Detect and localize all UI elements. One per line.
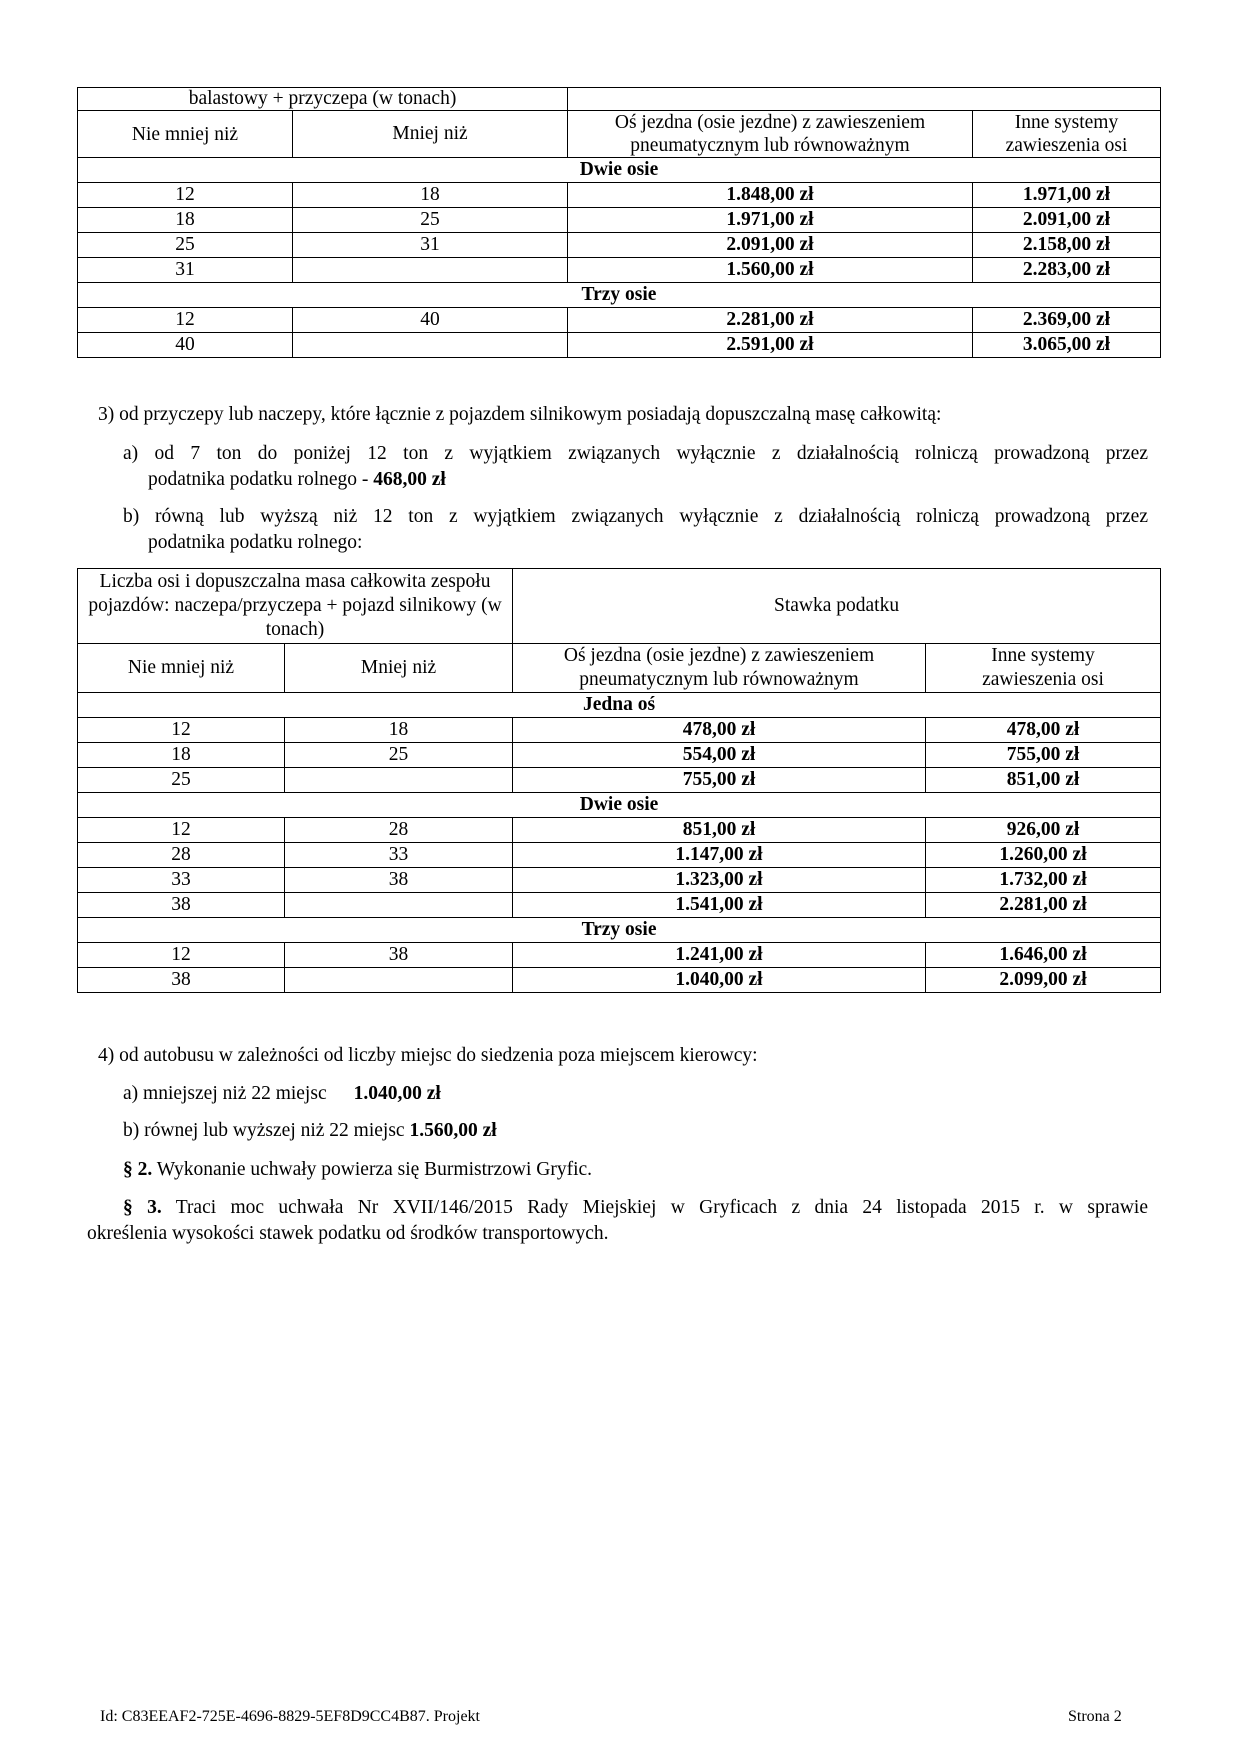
cell-max: [293, 258, 568, 283]
col-max: Mniej niż: [285, 644, 513, 693]
col-max: Mniej niż: [293, 111, 568, 158]
point-4a-amount: 1.040,00 zł: [353, 1083, 441, 1104]
col-min: Nie mniej niż: [78, 644, 285, 693]
section-row: [78, 693, 1161, 718]
cell-min: 38: [78, 968, 285, 993]
col-pneumatic: Oś jezdna (osie jezdne) z zawieszeniem pneumatycznym lub równoważnym: [513, 644, 926, 693]
cell-other: 2.369,00 zł: [973, 308, 1161, 333]
table-header-row: [78, 569, 1161, 644]
cell-other: 2.091,00 zł: [973, 208, 1161, 233]
page-number: Strona 2: [1068, 1708, 1122, 1725]
cell-max: 28: [285, 818, 513, 843]
cell-max: [293, 333, 568, 358]
col-other: Inne systemy zawieszenia osi: [926, 644, 1161, 693]
cell-min: 28: [78, 843, 285, 868]
cell-max: 18: [293, 183, 568, 208]
section-row: [78, 793, 1161, 818]
header-axles-mass: Liczba osi i dopuszczalna masa całkowita zespołu pojazdów: naczepa/przyczepa + pojazd silnikowy (w tonach): [78, 569, 513, 644]
tax-table-trailer: [77, 568, 1161, 993]
point-4a-text: a) mniejszej niż 22 miejsc: [123, 1083, 327, 1104]
cell-other: 2.283,00 zł: [973, 258, 1161, 283]
col-pneumatic: Oś jezdna (osie jezdne) z zawieszeniem pneumatycznym lub równoważnym: [568, 111, 973, 158]
cell-max: 33: [285, 843, 513, 868]
cell-other: 2.158,00 zł: [973, 233, 1161, 258]
table-row: [78, 233, 1161, 258]
cell-max: 38: [285, 943, 513, 968]
cell-other: 926,00 zł: [926, 818, 1161, 843]
section-row: [78, 918, 1161, 943]
cell-other: 755,00 zł: [926, 743, 1161, 768]
cell-min: 12: [78, 718, 285, 743]
cell-min: 38: [78, 893, 285, 918]
cell-pneumatic: 2.091,00 zł: [568, 233, 973, 258]
cell-pneumatic: 1.971,00 zł: [568, 208, 973, 233]
point-4b-amount: 1.560,00 zł: [409, 1120, 497, 1141]
cell-max: 31: [293, 233, 568, 258]
section-row: [78, 158, 1161, 183]
header-tax-rate: Stawka podatku: [513, 569, 1161, 644]
section-title: Trzy osie: [78, 283, 1161, 308]
table-row: [78, 258, 1161, 283]
cell-pneumatic: 2.591,00 zł: [568, 333, 973, 358]
cell-other: 851,00 zł: [926, 768, 1161, 793]
cell-pneumatic: 554,00 zł: [513, 743, 926, 768]
point-4a: [123, 1080, 441, 1107]
cell-min: 18: [78, 208, 293, 233]
point-4b: [123, 1117, 497, 1144]
table-row: [78, 718, 1161, 743]
point-3-intro: 3) od przyczepy lub naczepy, które łącznie z pojazdem silnikowym posiadają dopuszczalną masę całkowitą:: [98, 404, 942, 425]
cell-pneumatic: 1.323,00 zł: [513, 868, 926, 893]
cell-min: 33: [78, 868, 285, 893]
tax-table-tractor-trailer: [77, 87, 1161, 358]
cell-min: 40: [78, 333, 293, 358]
cell-other: 1.646,00 zł: [926, 943, 1161, 968]
paragraph-3-line2: określenia wysokości stawek podatku od środków transportowych.: [87, 1223, 609, 1244]
section-title: Trzy osie: [78, 918, 1161, 943]
table-row: [78, 768, 1161, 793]
table-row: [78, 843, 1161, 868]
col-min: Nie mniej niż: [78, 111, 293, 158]
cell-min: 12: [78, 943, 285, 968]
table-subheader-row: [78, 644, 1161, 693]
table-row: [78, 308, 1161, 333]
cell-min: 25: [78, 768, 285, 793]
table-header-row: [78, 88, 1161, 111]
point-4-intro: 4) od autobusu w zależności od liczby miejsc do siedzenia poza miejscem kierowcy:: [98, 1045, 758, 1066]
section-title: Dwie osie: [78, 793, 1161, 818]
paragraph-3-mark: § 3.: [123, 1197, 162, 1218]
cell-min: 12: [78, 818, 285, 843]
cell-pneumatic: 851,00 zł: [513, 818, 926, 843]
cell-min: 18: [78, 743, 285, 768]
cell-max: 38: [285, 868, 513, 893]
header-axles-mass: balastowy + przyczepa (w tonach): [78, 88, 568, 111]
cell-pneumatic: 1.241,00 zł: [513, 943, 926, 968]
cell-other: 2.099,00 zł: [926, 968, 1161, 993]
section-title: Jedna oś: [78, 693, 1161, 718]
cell-other: 3.065,00 zł: [973, 333, 1161, 358]
cell-max: 25: [293, 208, 568, 233]
table-row: [78, 868, 1161, 893]
cell-pneumatic: 1.040,00 zł: [513, 968, 926, 993]
document-id: Id: C83EEAF2-725E-4696-8829-5EF8D9CC4B87. Projekt: [100, 1708, 480, 1725]
point-4b-text: b) równej lub wyższej niż 22 miejsc: [123, 1120, 410, 1141]
table-row: [78, 943, 1161, 968]
table-row: [78, 208, 1161, 233]
cell-other: 1.260,00 zł: [926, 843, 1161, 868]
point-3a-line2: [148, 466, 446, 493]
cell-other: 1.971,00 zł: [973, 183, 1161, 208]
cell-pneumatic: 1.848,00 zł: [568, 183, 973, 208]
cell-min: 12: [78, 183, 293, 208]
paragraph-3-text: Traci moc uchwała Nr XVII/146/2015 Rady Miejskiej w Gryficach z dnia 24 listopada 2015 r. w sprawie: [161, 1197, 1148, 1218]
cell-pneumatic: 1.147,00 zł: [513, 843, 926, 868]
cell-pneumatic: 478,00 zł: [513, 718, 926, 743]
point-3a-amount: 468,00 zł: [373, 469, 446, 490]
cell-min: 31: [78, 258, 293, 283]
cell-other: 478,00 zł: [926, 718, 1161, 743]
table-row: [78, 183, 1161, 208]
point-3b-line2: podatnika podatku rolnego:: [148, 532, 363, 553]
point-3b-line1: b) równą lub wyższą niż 12 ton z wyjątkiem związanych wyłącznie z działalnością rolniczą prowadzoną przez: [123, 506, 1148, 527]
paragraph-2-text: Wykonanie uchwały powierza się Burmistrzowi Gryfic.: [152, 1159, 593, 1180]
cell-max: 18: [285, 718, 513, 743]
table-row: [78, 968, 1161, 993]
section-title: Dwie osie: [78, 158, 1161, 183]
cell-other: 1.732,00 zł: [926, 868, 1161, 893]
table-subheader-row: [78, 111, 1161, 158]
cell-max: [285, 768, 513, 793]
cell-max: 25: [285, 743, 513, 768]
point-3a-line1: a) od 7 ton do poniżej 12 ton z wyjątkiem związanych wyłącznie z działalnością rolniczą prowadzoną przez: [123, 443, 1148, 464]
paragraph-2: [123, 1156, 592, 1183]
cell-max: 40: [293, 308, 568, 333]
header-tax-rate-empty: [568, 88, 1161, 111]
cell-pneumatic: 1.541,00 zł: [513, 893, 926, 918]
cell-pneumatic: 2.281,00 zł: [568, 308, 973, 333]
cell-min: 12: [78, 308, 293, 333]
table-row: [78, 333, 1161, 358]
cell-min: 25: [78, 233, 293, 258]
paragraph-3-line1: [123, 1194, 1148, 1221]
point-3a-text: podatnika podatku rolnego -: [148, 469, 374, 490]
section-row: [78, 283, 1161, 308]
col-other: Inne systemy zawieszenia osi: [973, 111, 1161, 158]
paragraph-2-mark: § 2.: [123, 1159, 153, 1180]
cell-max: [285, 893, 513, 918]
cell-pneumatic: 755,00 zł: [513, 768, 926, 793]
cell-pneumatic: 1.560,00 zł: [568, 258, 973, 283]
cell-other: 2.281,00 zł: [926, 893, 1161, 918]
table-row: [78, 743, 1161, 768]
table-row: [78, 818, 1161, 843]
table-row: [78, 893, 1161, 918]
cell-max: [285, 968, 513, 993]
